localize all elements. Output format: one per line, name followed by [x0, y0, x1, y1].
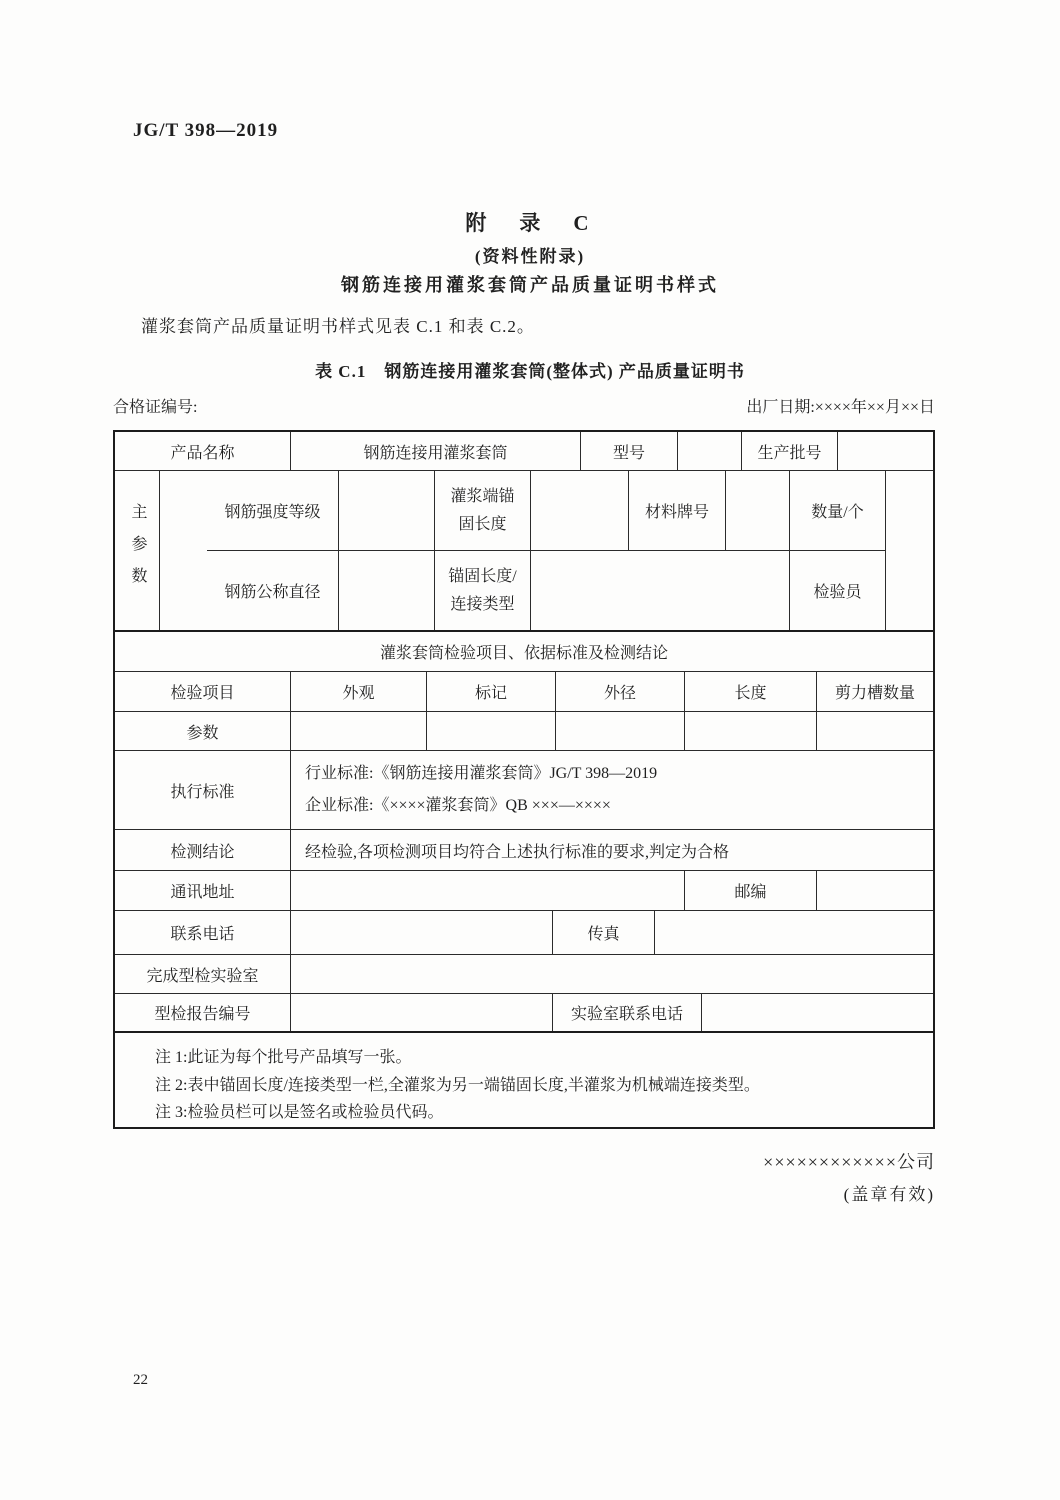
table-row	[207, 471, 886, 550]
standards-content	[290, 751, 933, 829]
inspection-section-title: 灌浆套筒检验项目、依据标准及检测结论	[379, 645, 668, 662]
note-3: 注 3:检验员栏可以是签名或检验员代码。	[155, 1104, 444, 1122]
inspection-section-header	[115, 630, 933, 671]
param-marking-value-cell	[426, 712, 555, 750]
main-params-block	[115, 470, 933, 630]
address-label: 通讯地址	[170, 884, 235, 901]
certificate-header-line	[113, 394, 935, 417]
param-length-value-cell	[684, 712, 816, 750]
seal-validity-note: (盖章有效)	[843, 1185, 935, 1204]
note-2: 注 2:表中锚固长度/连接类型一栏,全灌浆为另一端锚固长度,半灌浆为机械端连接类型。	[155, 1076, 760, 1094]
table-caption: 表 C.1 钢筋连接用灌浆套筒(整体式) 产品质量证明书	[315, 362, 745, 381]
anchor-type-label: 锚固长度/连接类型	[434, 551, 530, 630]
quantity-label: 数量/个	[789, 471, 885, 550]
postcode-label: 邮编	[684, 871, 816, 910]
lab-phone-value-cell	[701, 994, 933, 1031]
main-params-rows	[159, 471, 933, 630]
table-row	[115, 870, 933, 910]
model-label: 型号	[580, 432, 677, 470]
table-row	[115, 671, 933, 711]
page-number: 22	[133, 1372, 148, 1388]
issue-date-label: 出厂日期:××××年××月××日	[746, 399, 935, 416]
quantity-value-cell	[885, 471, 886, 550]
industry-standard-line: 行业标准:《钢筋连接用灌浆套筒》JG/T 398—2019	[305, 765, 658, 782]
material-grade-label: 材料牌号	[628, 471, 725, 550]
lab-phone-label: 实验室联系电话	[552, 994, 701, 1031]
param-shear-grooves-value-cell	[816, 712, 933, 750]
table-row	[115, 829, 933, 870]
notes-row	[115, 1031, 933, 1127]
inspect-item-appearance: 外观	[290, 672, 426, 711]
intro-paragraph: 灌浆套筒产品质量证明书样式见表 C.1 和表 C.2。	[141, 317, 535, 336]
standards-label: 执行标准	[170, 783, 235, 801]
lab-label: 完成型检实验室	[146, 967, 259, 985]
quality-certificate-table	[113, 430, 935, 1129]
param-appearance-value-cell	[290, 712, 426, 750]
phone-label: 联系电话	[170, 926, 235, 943]
table-row	[115, 711, 933, 750]
inspect-item-marking: 标记	[426, 672, 555, 711]
batch-value-cell	[837, 432, 933, 470]
main-params-group-label: 主参数	[129, 502, 146, 599]
table-row	[115, 993, 933, 1031]
phone-value-cell	[290, 911, 552, 954]
rebar-diameter-value-cell	[338, 551, 434, 630]
fax-label: 传真	[552, 911, 654, 954]
appendix-heading: 钢筋连接用灌浆套筒产品质量证明书样式	[341, 275, 719, 295]
inspect-item-length: 长度	[684, 672, 816, 711]
conclusion-value: 经检验,各项检测项目均符合上述执行标准的要求,判定为合格	[290, 830, 933, 870]
product-name-label: 产品名称	[170, 444, 235, 462]
table-row	[115, 750, 933, 829]
conclusion-label: 检测结论	[170, 843, 235, 861]
appendix-title: 附 录 C	[465, 211, 595, 235]
fax-value-cell	[654, 911, 933, 954]
product-name-value: 钢筋连接用灌浆套筒	[290, 432, 580, 470]
report-no-value-cell	[290, 994, 552, 1031]
postcode-value-cell	[816, 871, 933, 910]
batch-label: 生产批号	[741, 432, 837, 470]
material-grade-value-cell	[725, 471, 789, 550]
inspector-label: 检验员	[789, 551, 885, 630]
enterprise-standard-line: 企业标准:《××××灌浆套筒》QB ×××—××××	[305, 797, 611, 814]
rebar-diameter-label: 钢筋公称直径	[224, 584, 321, 601]
rebar-strength-value-cell	[338, 471, 434, 550]
params-row-label: 参数	[186, 724, 219, 742]
cert-no-label: 合格证编号:	[113, 399, 198, 416]
table-row	[115, 954, 933, 993]
notes-content	[115, 1033, 933, 1127]
inspect-item-shear-grooves: 剪力槽数量	[816, 672, 933, 711]
model-value-cell	[677, 432, 741, 470]
table-row	[115, 910, 933, 954]
grout-anchor-label: 灌浆端锚固长度	[434, 471, 530, 550]
anchor-type-value-cell	[530, 551, 789, 630]
table-row	[115, 432, 933, 470]
note-1: 注 1:此证为每个批号产品填写一张。	[155, 1049, 412, 1066]
company-signature: ××××××××××××公司	[763, 1152, 935, 1172]
address-value-cell	[290, 871, 684, 910]
standard-number: JG/T 398—2019	[133, 120, 279, 141]
param-outer-diameter-value-cell	[555, 712, 684, 750]
lab-value-cell	[290, 955, 933, 993]
grout-anchor-value-cell	[530, 471, 628, 550]
inspect-item-outer-diameter: 外径	[555, 672, 684, 711]
inspect-row-label: 检验项目	[170, 685, 235, 702]
appendix-subtitle: (资料性附录)	[474, 247, 586, 266]
inspector-value-cell	[885, 551, 886, 630]
rebar-strength-label: 钢筋强度等级	[224, 504, 321, 521]
report-no-label: 型检报告编号	[154, 1006, 251, 1023]
table-row	[207, 550, 886, 630]
